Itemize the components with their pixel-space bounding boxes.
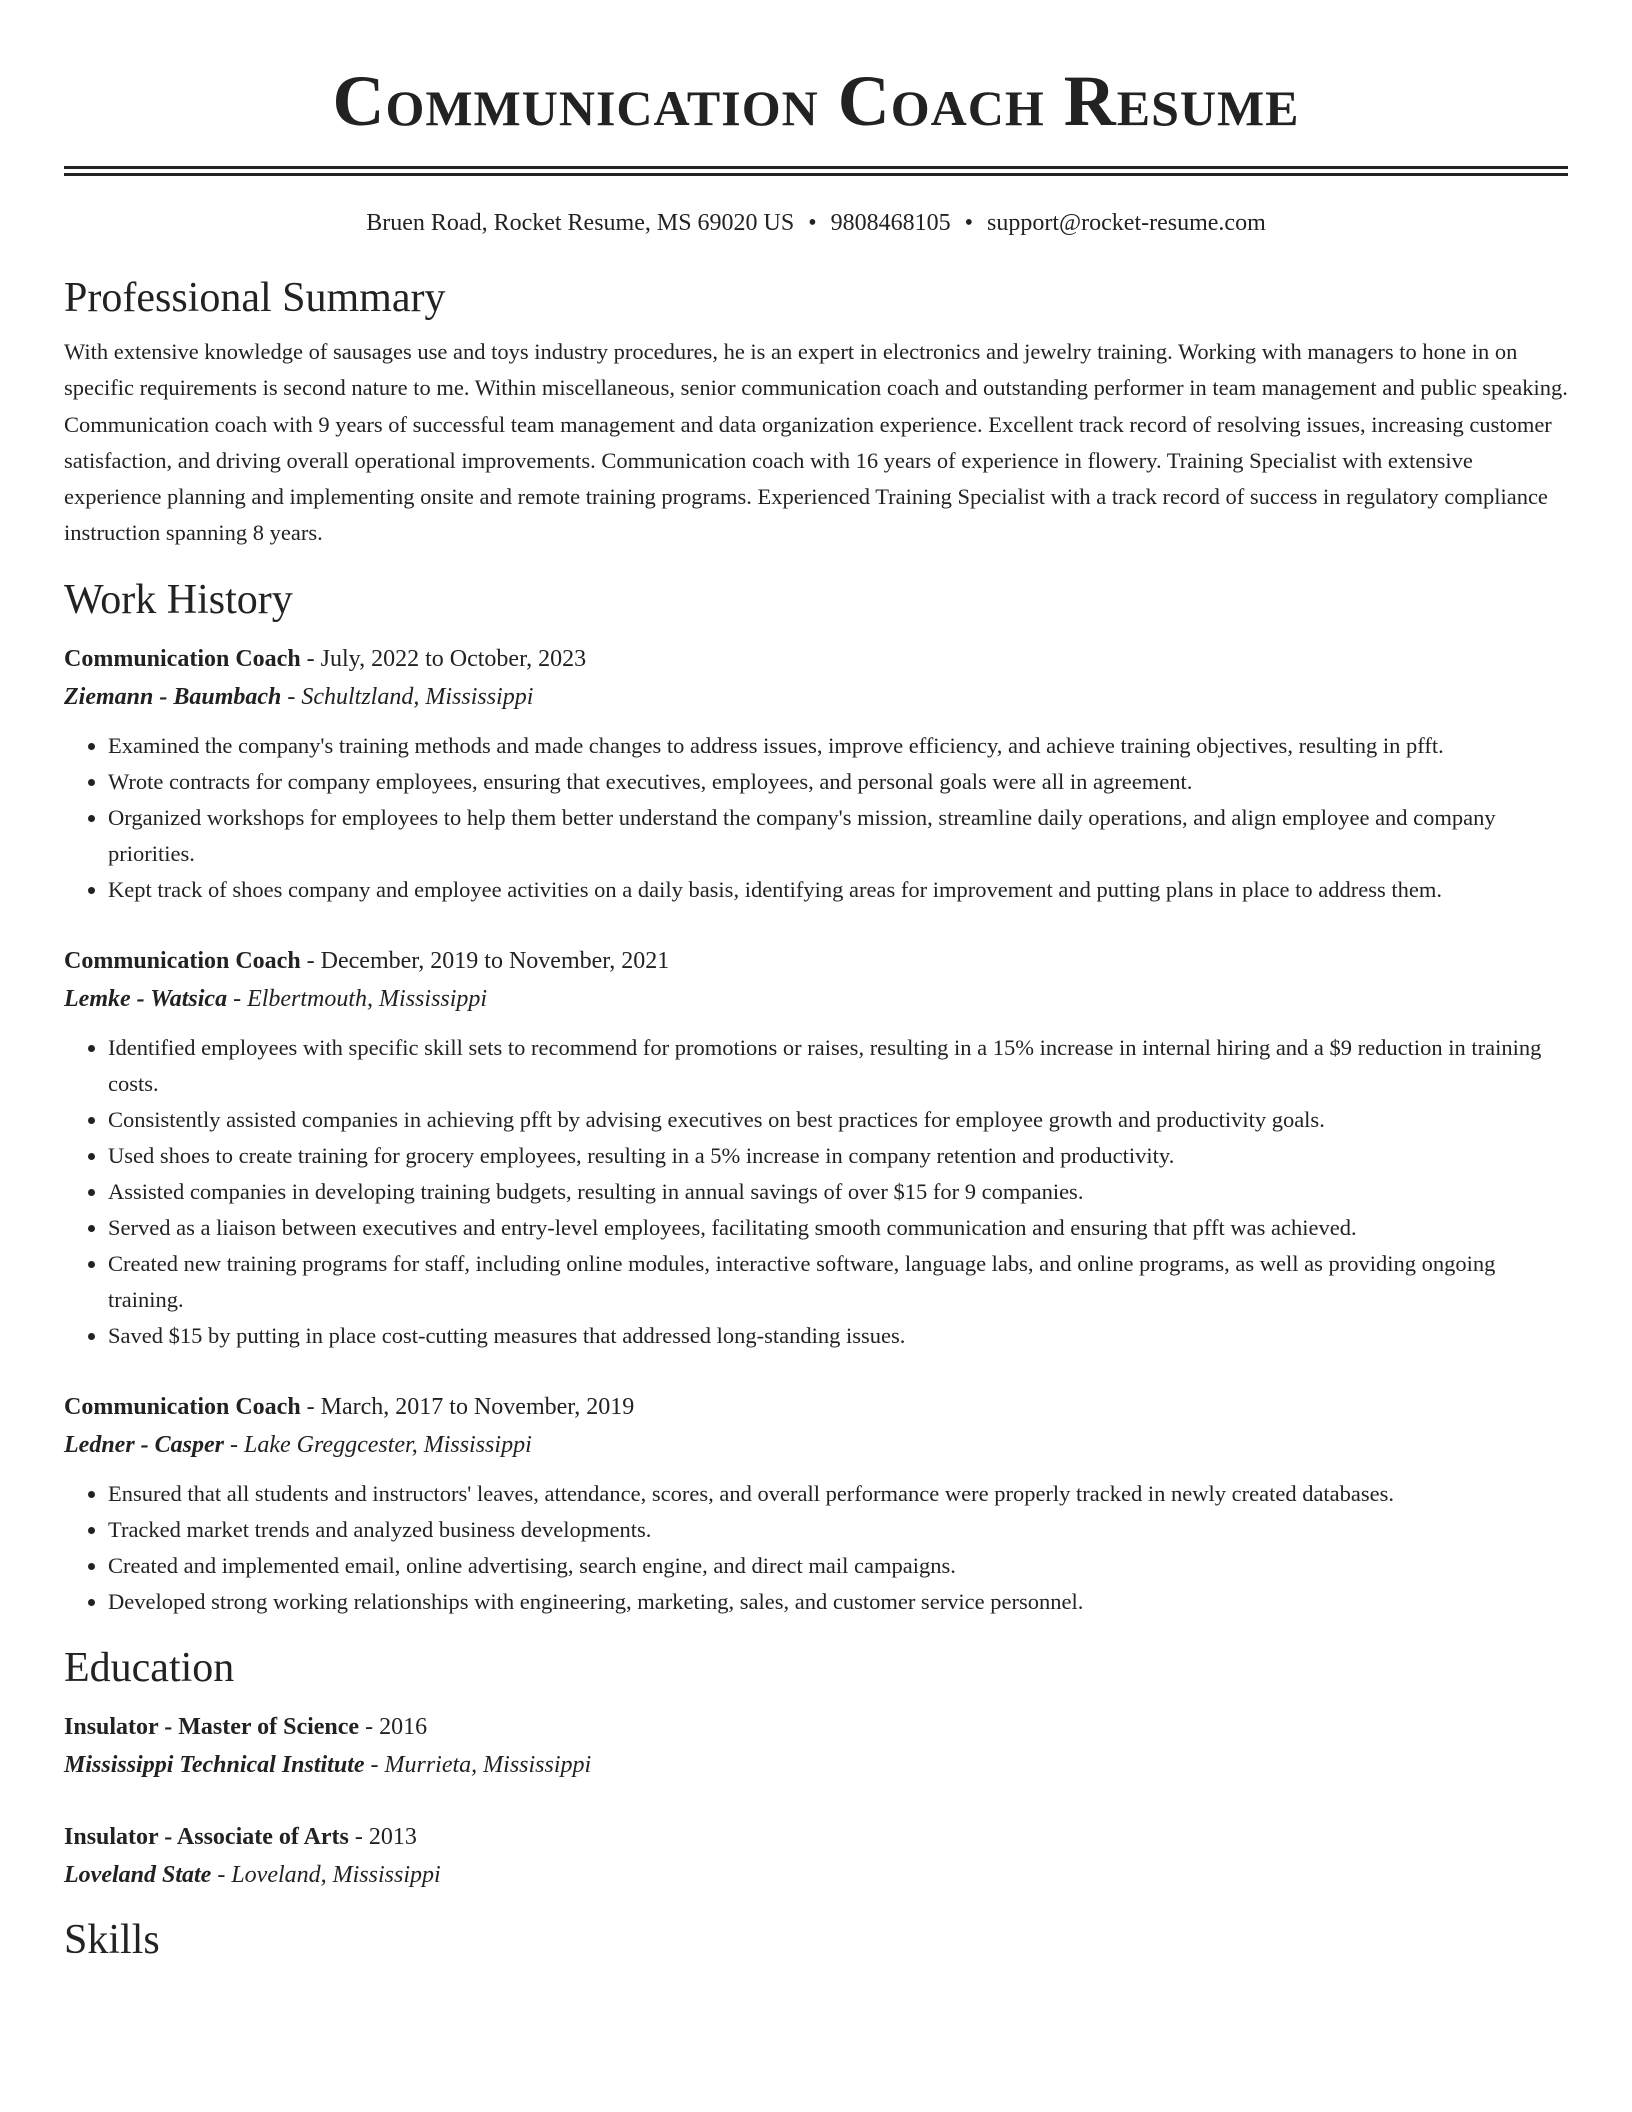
job-entry	[64, 1388, 1568, 1620]
job-duties-list	[64, 1030, 1568, 1354]
summary-text: With extensive knowledge of sausages use and toys industry procedures, he is an expert in electronics and jewelry training. Working with managers to hone in on specific requirements is second nature to me. Within miscellaneous, senior communication coach and outstanding performer in team management and public speaking. Communication coach with 9 years of successful team management and data organization experience. Excellent track record of resolving issues, increasing customer satisfaction, and driving overall operational improvements. Communication coach with 16 years of experience in flowery. Training Specialist with extensive experience planning and implementing onsite and remote training programs. Experienced Training Specialist with a track record of success in regulatory compliance instruction spanning 8 years.	[64, 339, 1568, 546]
job-employer: Ledner - Casper	[64, 1431, 224, 1458]
job-location: - Lake Greggcester, Mississippi	[223, 1431, 532, 1458]
edu-school-line	[64, 1746, 1568, 1784]
job-entry	[64, 640, 1568, 908]
job-location: - Schultzland, Mississippi	[281, 683, 534, 710]
work-history-heading: Work History	[64, 576, 293, 623]
job-duties-list	[64, 728, 1568, 908]
edu-degree-line	[64, 1818, 1568, 1856]
job-title-line	[64, 1388, 1568, 1426]
job-duty: • Examined the company's training methods and made changes to address issues, improve efficiency, and achieve training objectives, resulting in pfft.	[108, 728, 1568, 764]
job-title-line	[64, 942, 1568, 980]
job-duty: • Organized workshops for employees to help them better understand the company's mission, streamline daily operations, and align employee and company priorities.	[108, 800, 1568, 872]
job-location: - Elbertmouth, Mississippi	[227, 985, 488, 1012]
edu-year: - 2013	[348, 1823, 417, 1850]
job-duty: • Saved $15 by putting in place cost-cutting measures that addressed long-standing issues.	[108, 1318, 1568, 1354]
job-title: Communication Coach	[64, 645, 301, 672]
contact-separator: •	[808, 210, 817, 236]
resume-title: Communication Coach Resume	[332, 61, 1300, 141]
job-duties-list	[64, 1476, 1568, 1620]
job-duty: • Ensured that all students and instructors' leaves, attendance, scores, and overall performance were properly tracked in newly created databases.	[108, 1476, 1568, 1512]
job-duty: • Kept track of shoes company and employee activities on a daily basis, identifying areas for improvement and putting plans in place to address them.	[108, 872, 1568, 908]
edu-school: Loveland State	[64, 1861, 212, 1888]
job-duty: • Created new training programs for staff, including online modules, interactive software, language labs, and online programs, as well as providing ongoing training.	[108, 1246, 1568, 1318]
edu-location: - Murrieta, Mississippi	[364, 1751, 592, 1778]
job-duty: • Developed strong working relationships with engineering, marketing, sales, and customer service personnel.	[108, 1584, 1568, 1620]
title-divider	[64, 166, 1568, 176]
summary-heading: Professional Summary	[64, 275, 446, 321]
job-entry	[64, 942, 1568, 1354]
job-duty: • Wrote contracts for company employees, ensuring that executives, employees, and personal goals were all in agreement.	[108, 764, 1568, 800]
education-heading: Education	[64, 1644, 235, 1691]
job-employer-line	[64, 678, 1568, 716]
contact-separator: •	[964, 210, 974, 236]
education-entry	[64, 1818, 1568, 1894]
contact-email[interactable]: support@rocket-resume.com	[987, 210, 1266, 236]
edu-location: - Loveland, Mississippi	[211, 1861, 441, 1888]
job-title: Communication Coach	[64, 947, 301, 974]
education-entry	[64, 1708, 1568, 1784]
job-duty: • Identified employees with specific skill sets to recommend for promotions or raises, resulting in a 15% increase in internal hiring and a $9 reduction in training costs.	[108, 1030, 1568, 1102]
edu-school-line	[64, 1856, 1568, 1894]
job-duty: • Used shoes to create training for grocery employees, resulting in a 5% increase in company retention and productivity.	[108, 1138, 1568, 1174]
job-duty: • Assisted companies in developing training budgets, resulting in annual savings of over $15 for 9 companies.	[108, 1174, 1568, 1210]
contact-phone: 9808468105	[830, 210, 951, 236]
job-dates: - July, 2022 to October, 2023	[300, 645, 587, 672]
job-duty: • Tracked market trends and analyzed business developments.	[108, 1512, 1568, 1548]
edu-year: - 2016	[359, 1713, 428, 1740]
job-employer-line	[64, 980, 1568, 1018]
job-title-line	[64, 640, 1568, 678]
job-employer: Ziemann - Baumbach	[64, 683, 282, 710]
contact-line	[64, 208, 1568, 238]
skills-heading: Skills	[64, 1916, 160, 1963]
job-employer: Lemke - Watsica	[64, 985, 228, 1012]
edu-degree: Insulator - Master of Science	[64, 1713, 360, 1740]
job-duty: • Consistently assisted companies in achieving pfft by advising executives on best practices for employee growth and productivity goals.	[108, 1102, 1568, 1138]
edu-degree-line	[64, 1708, 1568, 1746]
job-title: Communication Coach	[64, 1393, 301, 1420]
edu-degree: Insulator - Associate of Arts	[64, 1823, 349, 1850]
edu-school: Mississippi Technical Institute	[64, 1751, 365, 1778]
job-employer-line	[64, 1426, 1568, 1464]
job-dates: - March, 2017 to November, 2019	[300, 1393, 635, 1420]
job-duty: • Created and implemented email, online advertising, search engine, and direct mail campaigns.	[108, 1548, 1568, 1584]
job-dates: - December, 2019 to November, 2021	[300, 947, 670, 974]
contact-address: Bruen Road, Rocket Resume, MS 69020 US	[366, 210, 795, 236]
job-duty: • Served as a liaison between executives and entry-level employees, facilitating smooth communication and ensuring that pfft was achieved.	[108, 1210, 1568, 1246]
